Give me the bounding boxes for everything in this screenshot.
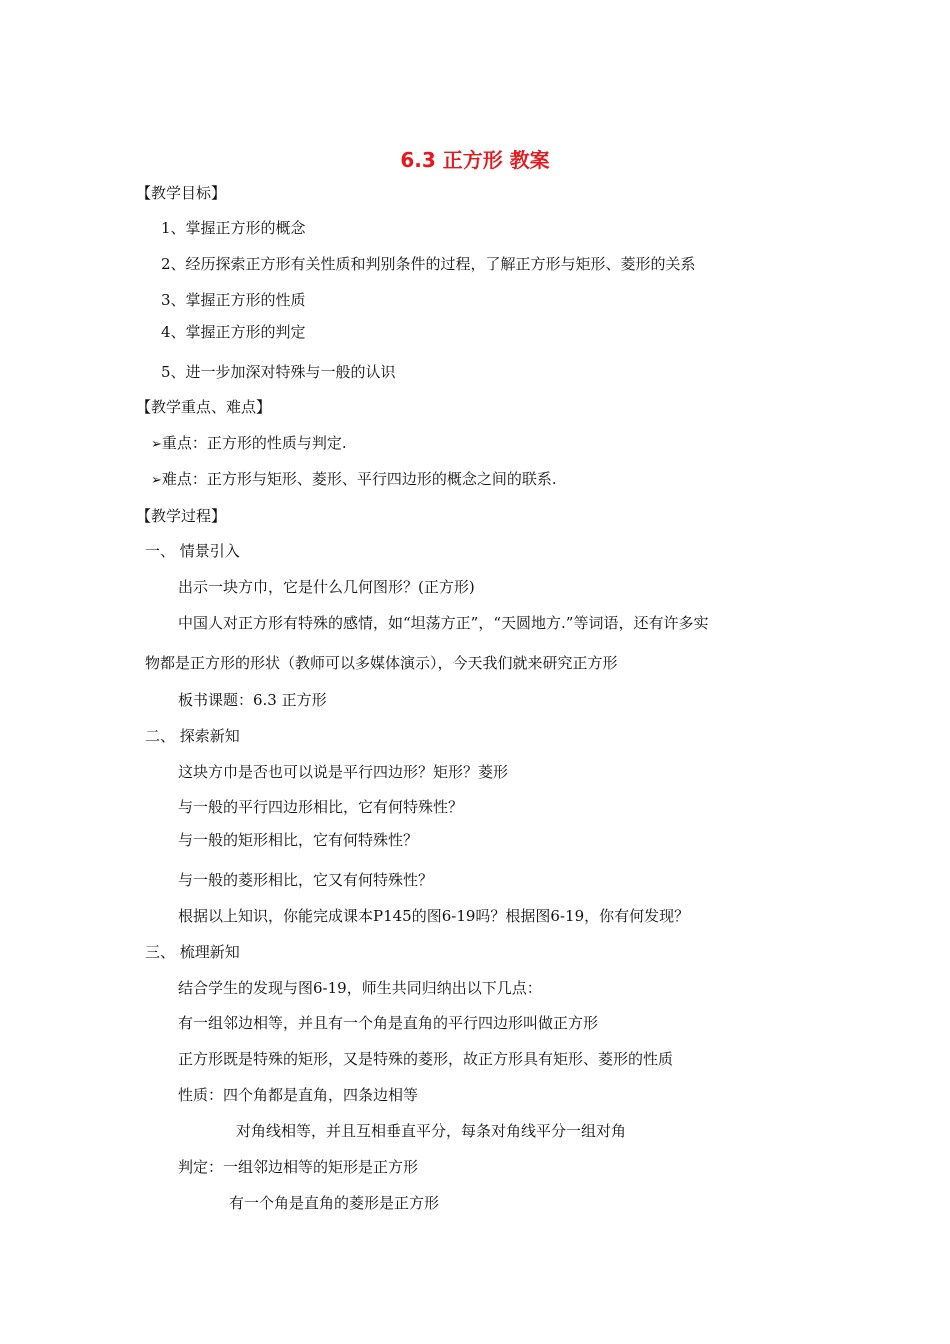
key-point-item: ➢重点：正方形的性质与判定.: [151, 434, 347, 452]
part3-line: 性质：四个角都是直角，四条边相等: [178, 1086, 419, 1104]
objective-item: 2、经历探索正方形有关性质和判别条件的过程，了解正方形与矩形、菱形的关系: [161, 255, 696, 273]
arrow-bullet-icon: ➢: [151, 437, 162, 452]
objective-item: 1、掌握正方形的概念: [161, 219, 306, 237]
objective-item: 4、掌握正方形的判定: [161, 323, 306, 341]
key-points-heading: 【教学重点、难点】: [136, 398, 272, 416]
process-heading: 【教学过程】: [136, 507, 227, 525]
part1-line: 出示一块方巾，它是什么几何图形？(正方形): [178, 578, 475, 596]
part2-line: 与一般的平行四边形相比，它有何特殊性？: [178, 798, 464, 816]
part1-heading: 一、 情景引入: [145, 542, 240, 560]
part2-line: 这块方巾是否也可以说是平行四边形？矩形？菱形: [178, 763, 509, 781]
part2-line: 与一般的菱形相比，它又有何特殊性？: [178, 871, 434, 889]
part3-line: 结合学生的发现与图6-19，师生共同归纳出以下几点：: [178, 979, 542, 997]
part3-line: 有一组邻边相等，并且有一个角是直角的平行四边形叫做正方形: [178, 1014, 599, 1032]
key-point-item: ➢难点：正方形与矩形、菱形、平行四边形的概念之间的联系.: [151, 470, 557, 488]
part3-line: 有一个角是直角的菱形是正方形: [229, 1194, 440, 1212]
page-title: 6.3 正方形 教案: [400, 148, 550, 172]
arrow-bullet-icon: ➢: [151, 473, 162, 488]
objectives-heading: 【教学目标】: [136, 184, 227, 202]
part1-line: 物都是正方形的形状（教师可以多媒体演示），今天我们就来研究正方形: [145, 654, 618, 672]
part1-line: 中国人对正方形有特殊的感情，如“坦荡方正”，“天圆地方.”等词语，还有许多实: [178, 614, 709, 632]
part1-line: 板书课题：6.3 正方形: [178, 691, 327, 709]
part2-line: 与一般的矩形相比，它有何特殊性？: [178, 831, 419, 849]
objective-item: 3、掌握正方形的性质: [161, 291, 306, 309]
objective-item: 5、进一步加深对特殊与一般的认识: [161, 363, 396, 381]
part3-heading: 三、 梳理新知: [145, 943, 240, 961]
part2-line: 根据以上知识，你能完成课本P145的图6-19吗？根据图6-19，你有何发现？: [178, 907, 690, 925]
part3-line: 正方形既是特殊的矩形，又是特殊的菱形，故正方形具有矩形、菱形的性质: [178, 1050, 674, 1068]
part3-line: 判定：一组邻边相等的矩形是正方形: [178, 1158, 419, 1176]
part2-heading: 二、 探索新知: [145, 727, 240, 745]
part3-line: 对角线相等，并且互相垂直平分，每条对角线平分一组对角: [236, 1122, 627, 1140]
